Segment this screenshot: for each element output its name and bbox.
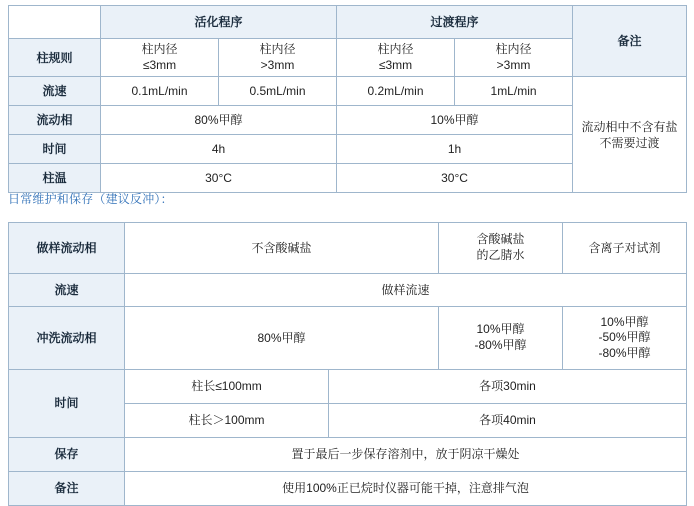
- wash-methanol10-80-line1: 10%甲醇: [476, 322, 525, 337]
- rowheader-storage: 保存: [9, 438, 125, 472]
- table-row: [9, 274, 687, 307]
- subheader-col3-line1: 柱内径: [377, 42, 414, 56]
- remark-line1: 流动相中不含有盐: [581, 119, 678, 134]
- flowrate-trans-large: 1mL/min: [455, 77, 573, 106]
- section-note: 日常维护和保存（建议反冲）：: [8, 192, 173, 206]
- subheader-col2-line2: >3mm: [260, 57, 295, 72]
- wash-methanol10-50-80-line3: -80%甲醇: [598, 345, 651, 360]
- time-transition: 1h: [337, 135, 573, 164]
- rowheader-time2: 时间: [9, 370, 125, 438]
- remark-cell: [573, 77, 687, 193]
- header-transition: 过渡程序: [337, 6, 573, 39]
- subheader-col4-line2: >3mm: [496, 57, 531, 72]
- time2-column-gt100: 柱长＞100mm: [125, 404, 329, 438]
- table-row: [9, 77, 687, 106]
- sample-with-acid-base-salt-line1: 含酸碱盐: [476, 232, 525, 247]
- remark-line2: 不需要过渡: [599, 135, 660, 150]
- time-activation: 4h: [101, 135, 337, 164]
- header-activation: 活化程序: [101, 6, 337, 39]
- storage-value: 置于最后一步保存溶剂中，放于阴凉干燥处: [125, 438, 687, 472]
- sample-ion-pair-reagent: 含离子对试剂: [563, 223, 687, 274]
- table-row: [9, 438, 687, 472]
- table-row: [9, 223, 687, 274]
- rowheader-wash-mobilephase: 冲洗流动相: [9, 307, 125, 370]
- mobilephase-activation: 80%甲醇: [101, 106, 337, 135]
- subheader-col1-line1: 柱内径: [141, 42, 178, 56]
- flowrate-act-large: 0.5mL/min: [219, 77, 337, 106]
- subheader-col4-line1: 柱内径: [495, 42, 532, 56]
- rowheader-time: 时间: [9, 135, 101, 164]
- table-row: [9, 472, 687, 506]
- time2-value-40min: 各项40min: [329, 404, 687, 438]
- table-row: [9, 370, 687, 404]
- subheader-col3: [337, 39, 455, 77]
- rowheader-flowrate: 流速: [9, 77, 101, 106]
- mobilephase-transition: 10%甲醇: [337, 106, 573, 135]
- subheader-col1: [101, 39, 219, 77]
- flowrate-act-small: 0.1mL/min: [101, 77, 219, 106]
- sample-no-acid-base-salt: 不含酸碱盐: [125, 223, 439, 274]
- wash-methanol80: 80%甲醇: [125, 307, 439, 370]
- wash-methanol10-50-80-line2: -50%甲醇: [598, 330, 651, 345]
- subheader-col4: [455, 39, 573, 77]
- rowheader-flowrate2: 流速: [9, 274, 125, 307]
- time2-column-le100: 柱长≤100mm: [125, 370, 329, 404]
- table-row: [9, 307, 687, 370]
- rowheader-sample-mobilephase: 做样流动相: [9, 223, 125, 274]
- remark2-value: 使用100%正已烷时仪器可能干掉，注意排气泡: [125, 472, 687, 506]
- corner-cell: [9, 6, 101, 39]
- subheader-col1-line2: ≤3mm: [142, 57, 177, 72]
- rowheader-remark2: 备注: [9, 472, 125, 506]
- rowheader-rule: 柱规则: [9, 39, 101, 77]
- subheader-col2-line1: 柱内径: [259, 42, 296, 56]
- columntemp-activation: 30°C: [101, 164, 337, 193]
- sample-with-acid-base-salt: [439, 223, 563, 274]
- rowheader-mobilephase: 流动相: [9, 106, 101, 135]
- sample-with-acid-base-salt-line2: 的乙腈水: [476, 248, 525, 262]
- columntemp-transition: 30°C: [337, 164, 573, 193]
- time2-value-30min: 各项30min: [329, 370, 687, 404]
- wash-methanol10-50-80: [563, 307, 687, 370]
- flowrate-trans-small: 0.2mL/min: [337, 77, 455, 106]
- flowrate2-value: 做样流速: [125, 274, 687, 307]
- subheader-col2: [219, 39, 337, 77]
- header-remark: 备注: [573, 6, 687, 77]
- subheader-col3-line2: ≤3mm: [378, 57, 413, 72]
- wash-methanol10-80-line2: -80%甲醇: [474, 338, 527, 352]
- wash-methanol10-50-80-line1: 10%甲醇: [600, 314, 649, 329]
- rowheader-columntemp: 柱温: [9, 164, 101, 193]
- activation-transition-table: [8, 5, 687, 193]
- maintenance-storage-table: [8, 222, 687, 506]
- wash-methanol10-80: [439, 307, 563, 370]
- table-row: [9, 6, 687, 39]
